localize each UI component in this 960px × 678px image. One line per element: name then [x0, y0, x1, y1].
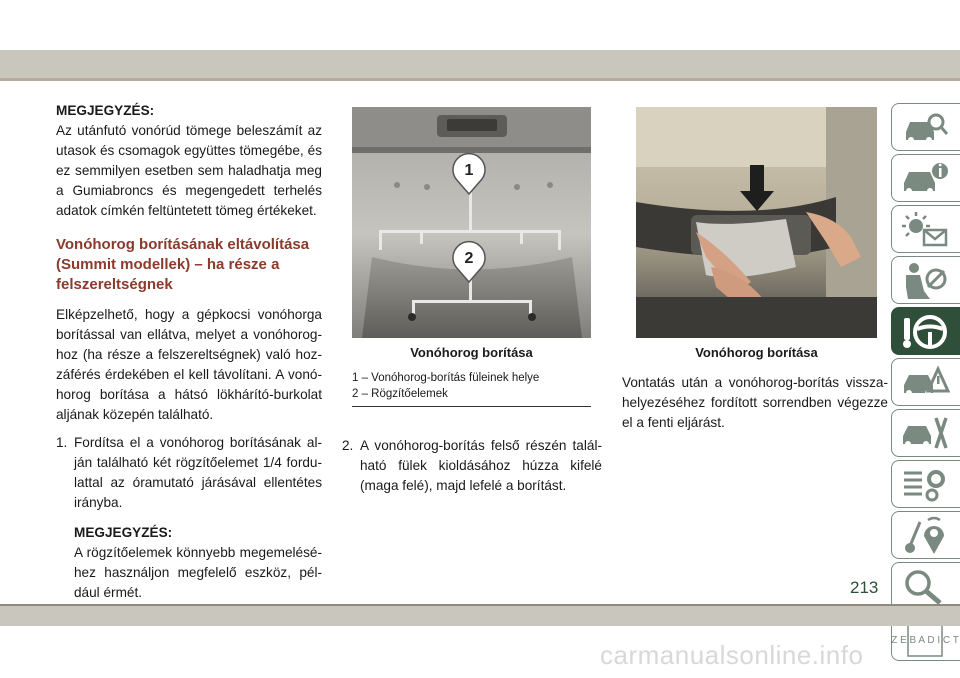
header-bar-rule [0, 78, 960, 81]
sub-note-heading: MEGJEGYZÉS: [74, 525, 173, 540]
tab-car-info[interactable] [891, 154, 960, 202]
tab-multimedia[interactable] [891, 511, 960, 559]
tab-safety[interactable] [891, 256, 960, 304]
figure-1-legend [352, 370, 591, 402]
steering-key-icon [900, 312, 950, 352]
figure-tow-hook-cover-callouts [352, 107, 591, 338]
figure-1-caption: Vonóhorog borítása [410, 345, 533, 360]
car-search-icon [900, 108, 950, 148]
step-2 [342, 436, 602, 496]
header-bar [0, 50, 960, 78]
intro-paragraph: Elképzelhető, hogy a gépkocsi vonóhorga borítással van ellátva, melyet a vonóhorog-hoz (ha része a felszereltségnek) való hoz-záférés érdekében el kell távolítani. A vonó-horog borítása a hátsó lökhárító-burkolat aljának közepén található. [56, 307, 322, 422]
tab-specifications[interactable] [891, 460, 960, 508]
tab-servicing[interactable] [891, 409, 960, 457]
legend-item-1: 1 – Vonóhorog-borítás füleinek helye [352, 372, 540, 384]
callout-1-label: 1 [464, 162, 474, 179]
sub-note [74, 523, 322, 603]
callout-2-marker [450, 241, 488, 283]
reinstall-paragraph: Vontatás után a vonóhorog-borítás vissza-helyezéséhez fordított sorrendben végezze el a fenti eljárást. [622, 375, 888, 430]
car-info-icon [900, 159, 950, 199]
callout-1-marker [450, 153, 488, 195]
music-navigation-icon [900, 516, 950, 556]
legend-rule [352, 406, 591, 407]
person-airbag-icon [900, 261, 950, 301]
car-warning-triangle-icon [900, 363, 950, 403]
sub-note-text: A rögzítőelemek könnyebb megemelésé-hez használjon megfelelő eszköz, pél-dául érmét. [74, 545, 322, 600]
step-2-text: A vonóhorog-borítás felső részén talál-ható fülek kioldásához húzza kifelé (maga felé), majd lefelé a borítást. [360, 438, 602, 493]
hands-removing-cover-photo [636, 107, 877, 338]
footer-bar [0, 606, 960, 626]
right-column [622, 373, 888, 433]
callout-2-label: 2 [464, 250, 474, 267]
left-column [56, 101, 322, 603]
watermark: carmanualsonline.info [600, 640, 864, 670]
specs-gears-icon [900, 465, 950, 505]
tab-emergency[interactable] [891, 358, 960, 406]
index-letters-text: Z E B A D I C T [891, 635, 959, 646]
tab-warning-lights[interactable] [891, 205, 960, 253]
note-text: Az utánfutó vonórúd tömege beleszámít az utasok és csomagok együttes tömegébe, és ez semmilyen esetben sem haladhatja meg a Gumiabroncs és megengedett terhelés adatok címkén feltüntetett tömeg értékeket. [56, 123, 322, 218]
step-1-number: 1. [56, 435, 68, 450]
top-margin [0, 0, 960, 50]
page-number: 213 [850, 578, 879, 597]
note-heading: MEGJEGYZÉS: [56, 103, 155, 118]
step-2-number: 2. [342, 438, 354, 453]
tab-starting-operating[interactable] [891, 307, 960, 355]
figure-removing-cover [636, 107, 877, 338]
warning-lights-mail-icon [900, 210, 950, 250]
tab-car-search[interactable] [891, 103, 960, 151]
middle-column [342, 436, 602, 496]
section-heading: Vonóhorog borításának eltávolítása (Summit modellek) – ha része a felszereltségnek [56, 236, 310, 293]
step-1 [56, 433, 322, 513]
bumper-illustration [352, 107, 591, 338]
legend-item-2: 2 – Rögzítőelemek [352, 388, 448, 400]
car-tools-icon [900, 414, 950, 454]
tab-customer-assistance[interactable] [891, 562, 960, 610]
figure-2-caption: Vonóhorog borítása [695, 345, 818, 360]
step-1-text: Fordítsa el a vonóhorog borításának al-ján található két rögzítőelemet 1/4 fordu-lattal az óramutató járásával ellentétes irányba. [74, 435, 322, 510]
magnifier-icon [900, 567, 950, 607]
